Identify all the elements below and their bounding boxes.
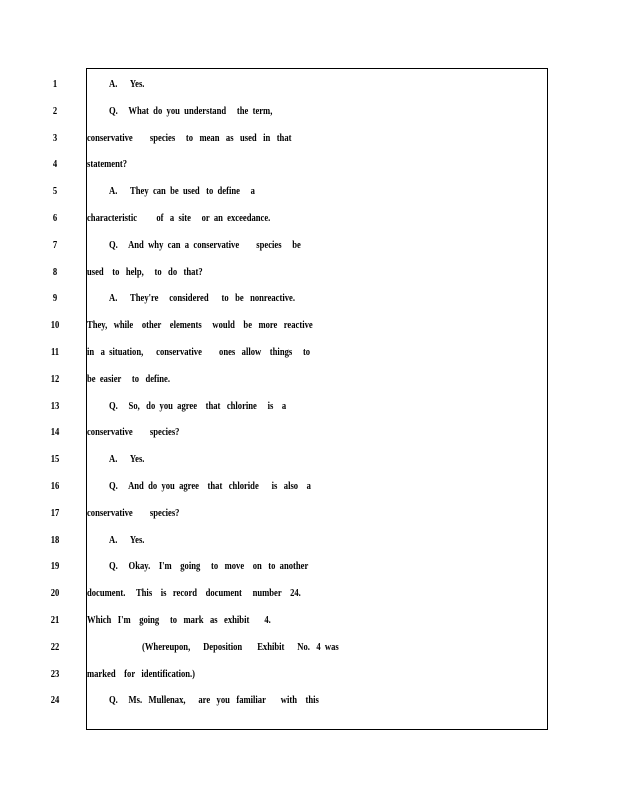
transcript-line: [0, 181, 618, 201]
transcript-line: [0, 342, 618, 362]
transcript-line: [0, 610, 618, 630]
line-number: 8: [52, 265, 58, 278]
line-text: conservative species?: [87, 506, 180, 519]
line-number: 6: [52, 212, 58, 224]
line-text: A. They're considered to be nonreactive.: [109, 292, 295, 305]
transcript-line: [0, 208, 618, 228]
line-number: 17: [50, 506, 60, 519]
line-text: A. They can be used to define a: [109, 185, 255, 198]
transcript-line: [0, 637, 618, 657]
line-number: 14: [50, 426, 60, 439]
transcript-line: [0, 556, 618, 576]
transcript-line: [0, 262, 618, 282]
line-text: marked for identification.): [87, 667, 196, 680]
transcript-line: [0, 128, 618, 148]
line-text: Which I'm going to mark as exhibit 4.: [87, 614, 271, 626]
line-number: 16: [50, 480, 60, 492]
line-text: Q. Okay. I'm going to move on to another: [109, 560, 309, 573]
line-text: document. This is record document number 24.: [87, 587, 301, 600]
transcript-line: [0, 396, 618, 416]
line-text: Q. So, do you agree that chlorine is a: [109, 399, 287, 412]
line-text: A. Yes.: [109, 453, 145, 466]
transcript-line: [0, 74, 618, 94]
line-text: statement?: [87, 158, 128, 171]
line-number: 18: [50, 533, 60, 546]
line-number: 21: [50, 614, 60, 626]
line-number: 7: [52, 238, 58, 251]
line-number: 22: [50, 640, 60, 653]
transcript-line: [0, 530, 618, 550]
transcript-line: [0, 154, 618, 174]
line-text: in a situation, conservative ones allow things to: [87, 346, 311, 358]
line-number: 24: [50, 694, 60, 707]
line-text: used to help, to do that?: [87, 265, 203, 278]
line-text: They, while other elements would be more reactive: [87, 319, 313, 332]
line-text: Q. And why can a conservative species be: [109, 238, 301, 251]
line-text: A. Yes.: [109, 78, 145, 90]
transcript-line: [0, 476, 618, 496]
transcript-line: [0, 503, 618, 523]
line-text: A. Yes.: [109, 533, 145, 546]
transcript-line: [0, 288, 618, 308]
line-text: characteristic of a site or an exceedance.: [87, 212, 271, 224]
line-text: conservative species?: [87, 426, 180, 439]
line-number: 20: [50, 587, 60, 600]
line-number: 23: [50, 667, 60, 680]
line-number: 10: [50, 319, 60, 332]
line-number: 11: [50, 346, 60, 358]
transcript-line: [0, 369, 618, 389]
transcript-line: [0, 315, 618, 335]
transcript-line: [0, 690, 618, 710]
transcript-line: [0, 101, 618, 121]
transcript-line: [0, 449, 618, 469]
line-number: 9: [52, 292, 58, 305]
line-text: Q. And do you agree that chloride is also a: [109, 480, 311, 492]
line-number: 3: [52, 131, 58, 144]
line-number: 2: [52, 104, 58, 117]
line-number: 4: [52, 158, 58, 171]
line-number: 12: [50, 372, 60, 385]
line-text: (Whereupon, Deposition Exhibit No. 4 was: [142, 640, 339, 653]
line-text: conservative species to mean as used in that: [87, 131, 292, 144]
line-number: 13: [50, 399, 60, 412]
line-number: 15: [50, 453, 60, 466]
transcript-line: [0, 583, 618, 603]
line-number: 19: [50, 560, 60, 573]
transcript-line: [0, 235, 618, 255]
transcript-line: [0, 422, 618, 442]
line-text: Q. What do you understand the term,: [109, 104, 273, 117]
transcript-line: [0, 664, 618, 684]
line-number: 5: [52, 185, 58, 198]
line-text: be easier to define.: [87, 372, 171, 385]
line-number: 1: [52, 78, 58, 90]
line-text: Q. Ms. Mullenax, are you familiar with this: [109, 694, 319, 707]
